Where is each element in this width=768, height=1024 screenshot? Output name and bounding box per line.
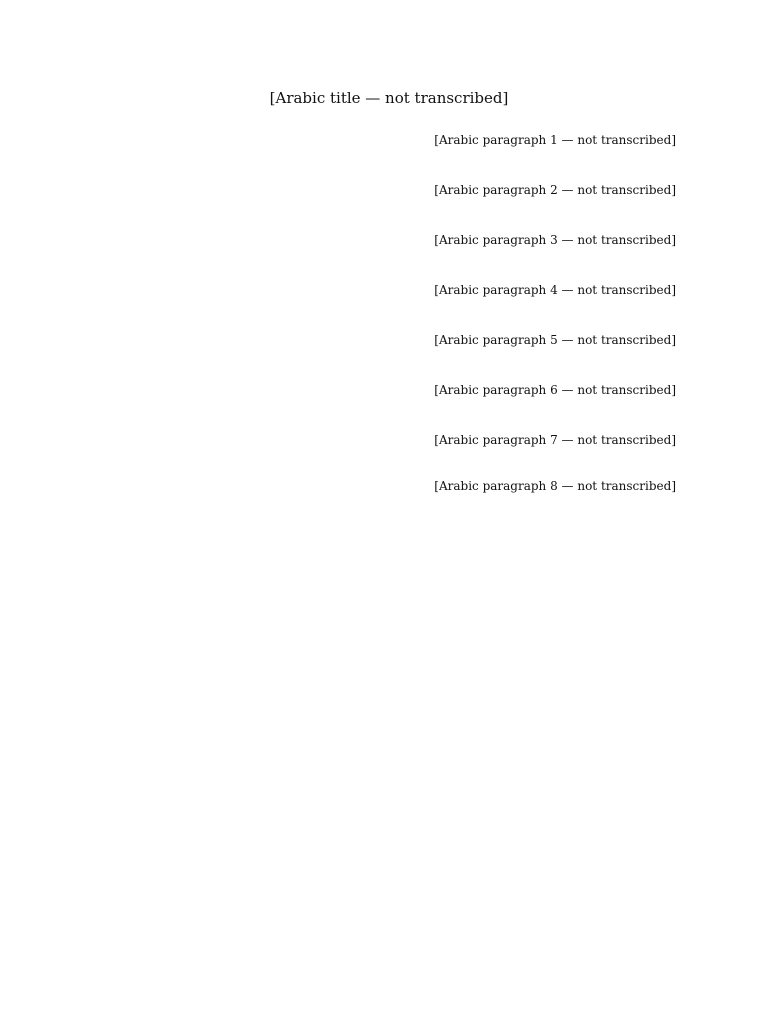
paragraph-2: [Arabic paragraph 2 — not transcribed]: [434, 183, 676, 197]
paragraph-8: [Arabic paragraph 8 — not transcribed]: [434, 479, 676, 493]
paragraph-1: [Arabic paragraph 1 — not transcribed]: [434, 133, 676, 147]
paragraph-5: [Arabic paragraph 5 — not transcribed]: [434, 333, 676, 347]
paragraph-3: [Arabic paragraph 3 — not transcribed]: [434, 233, 676, 247]
paragraph-6: [Arabic paragraph 6 — not transcribed]: [434, 383, 676, 397]
paragraph-4: [Arabic paragraph 4 — not transcribed]: [434, 283, 676, 297]
page-title: [Arabic title — not transcribed]: [269, 89, 509, 107]
paragraph-7: [Arabic paragraph 7 — not transcribed]: [434, 433, 676, 447]
document-body: [102, 88, 676, 518]
